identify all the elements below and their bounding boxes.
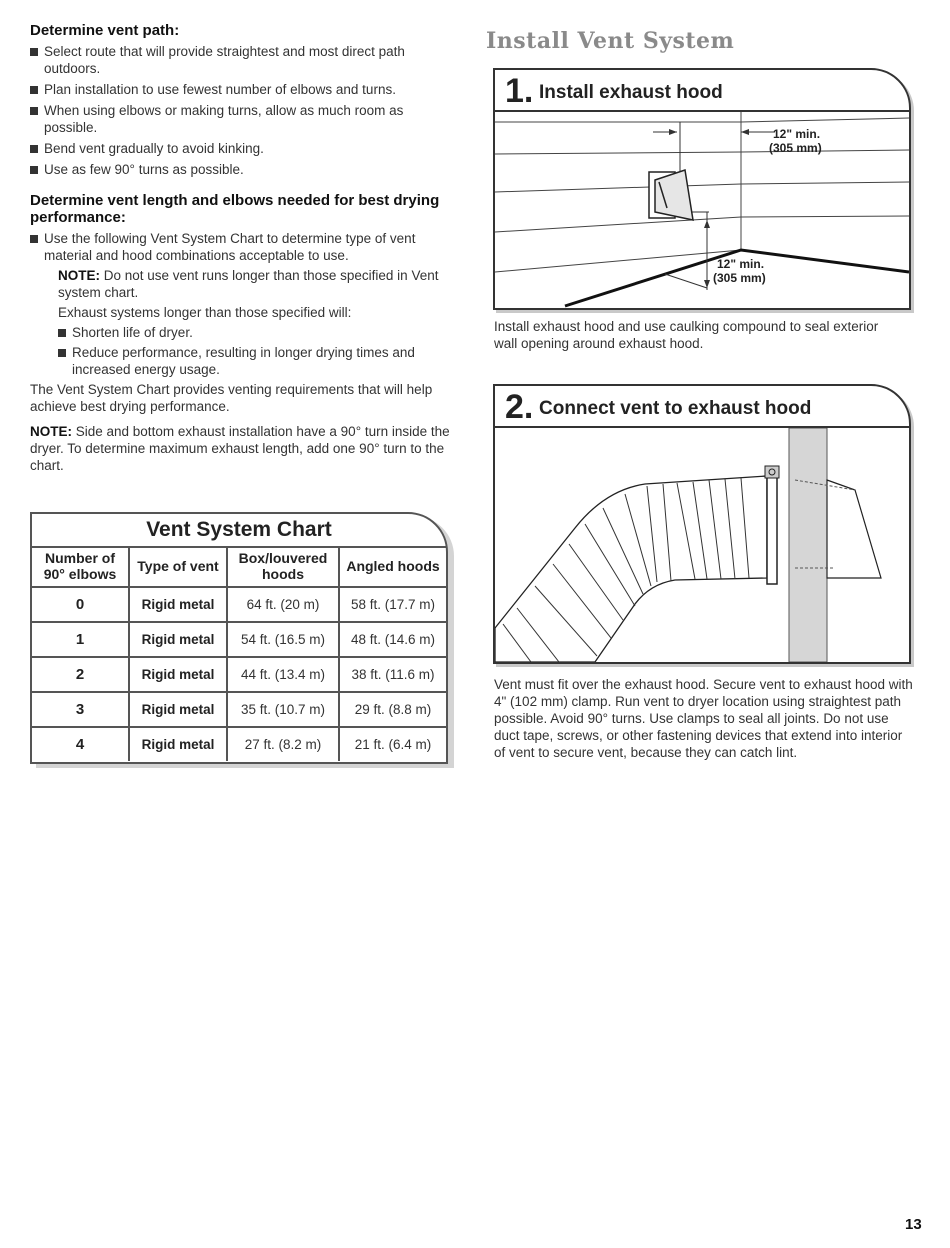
vent-table [32,546,446,761]
step1-caption: Install exhaust hood and use caulking compound to seal exterior wall opening around exhaust hood. [494,319,879,351]
vent-path-heading: Determine vent path: [30,22,180,39]
step1-number: 1. [505,72,534,110]
table-row [32,692,446,727]
list-item: Reduce performance, resulting in longer drying times and increased energy usage. [58,344,460,378]
step2-panel [493,384,911,664]
table-row [32,657,446,692]
exhaust-hood-illustration [495,112,909,308]
vent-system-chart [30,512,448,764]
step1-title: Install exhaust hood [539,82,723,103]
cell-elbows: 0 [32,587,129,622]
list-item: Use as few 90° turns as possible. [30,161,460,178]
list-item: When using elbows or making turns, allow as much room as possible. [30,102,460,136]
table-row [32,622,446,657]
cell-angled-hood: 29 ft. (8.8 m) [339,692,446,727]
cell-elbows: 2 [32,657,129,692]
section-title: Install Vent System [486,28,735,54]
dim-bottom-label: 12" min. [717,257,765,271]
step2-number: 2. [505,388,534,426]
cell-type: Rigid metal [129,727,227,761]
cell-box-hood: 35 ft. (10.7 m) [227,692,339,727]
dim-bottom-mm: (305 mm) [713,271,766,285]
list-item: Bend vent gradually to avoid kinking. [30,140,460,157]
page-number: 13 [905,1216,922,1233]
cell-angled-hood: 58 ft. (17.7 m) [339,587,446,622]
cell-elbows: 1 [32,622,129,657]
vent-path-list [30,43,460,178]
header-elbows: Number of 90° elbows [32,547,129,587]
dim-top-label: 12" min. [773,127,821,141]
chart-paragraph: The Vent System Chart provides venting requirements that will help achieve best drying performance. [30,382,433,414]
cell-angled-hood: 38 ft. (11.6 m) [339,657,446,692]
cell-box-hood: 27 ft. (8.2 m) [227,727,339,761]
table-row [32,727,446,761]
step1-header [495,70,909,112]
cell-box-hood: 54 ft. (16.5 m) [227,622,339,657]
list-item: Select route that will provide straightest and most direct path outdoors. [30,43,460,77]
note-side-bottom-exhaust: NOTE: Side and bottom exhaust installation have a 90° turn inside the dryer. To determine maximum exhaust length, add one 90° turn to the chart. [30,424,450,473]
cell-type: Rigid metal [129,692,227,727]
cell-box-hood: 64 ft. (20 m) [227,587,339,622]
cell-type: Rigid metal [129,587,227,622]
cell-box-hood: 44 ft. (13.4 m) [227,657,339,692]
step2-header [495,386,909,428]
list-item: Plan installation to use fewest number of elbows and turns. [30,81,460,98]
cell-elbows: 4 [32,727,129,761]
vent-length-heading: Determine vent length and elbows needed for best drying performance: [30,192,440,226]
step1-panel [493,68,911,310]
table-row [32,587,446,622]
note-vent-runs: NOTE: Do not use vent runs longer than those specified in Vent system chart. [58,268,439,300]
header-type: Type of vent [129,547,227,587]
cell-type: Rigid metal [129,657,227,692]
chart-title: Vent System Chart [146,518,332,541]
step2-title: Connect vent to exhaust hood [539,398,812,419]
header-angled-hoods: Angled hoods [339,547,446,587]
cell-angled-hood: 48 ft. (14.6 m) [339,622,446,657]
list-item: Shorten life of dryer. [58,324,460,341]
list-item: Use the following Vent System Chart to determine type of vent material and hood combinations acceptable to use. [30,230,460,264]
step2-caption: Vent must fit over the exhaust hood. Secure vent to exhaust hood with 4" (102 mm) clamp. Run vent to dryer location using straightest path possible. Avoid 90° turns. Use clamps to seal all joints. Do not use duct tape, screws, or other fastening devices that extend into interior of vent to secure vent, because they can catch lint. [494,677,913,760]
vent-connection-illustration [495,428,909,662]
cell-elbows: 3 [32,692,129,727]
exhaust-intro: Exhaust systems longer than those specified will: [58,305,352,320]
table-header-row [32,547,446,587]
dim-top-mm: (305 mm) [769,141,822,155]
header-box-hoods: Box/louvered hoods [227,547,339,587]
cell-type: Rigid metal [129,622,227,657]
cell-angled-hood: 21 ft. (6.4 m) [339,727,446,761]
